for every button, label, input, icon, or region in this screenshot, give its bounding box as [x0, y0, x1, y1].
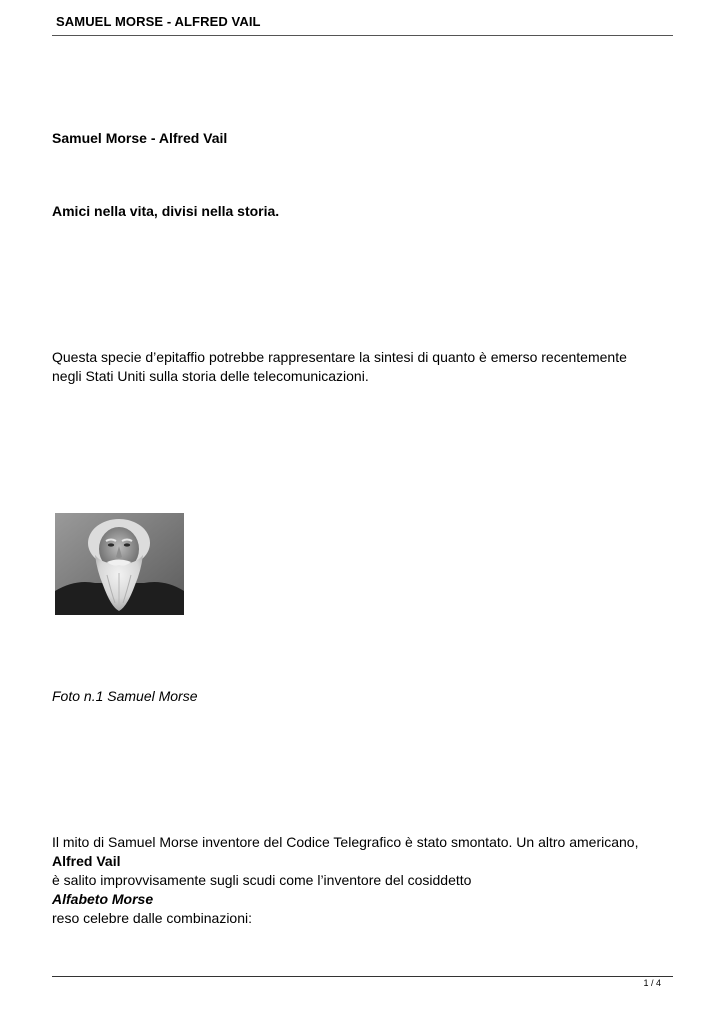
intro-line-2: negli Stati Uniti sulla storia delle telecomunicazioni.: [52, 368, 369, 384]
photo-caption: Foto n.1 Samuel Morse: [52, 688, 198, 704]
vail-line-1: Il mito di Samuel Morse inventore del Codice Telegrafico è stato smontato. Un altro americano,: [52, 834, 639, 850]
vail-line-3: è salito improvvisamente sugli scudi come l’inventore del cosiddetto: [52, 872, 472, 888]
vail-paragraph: [52, 833, 677, 928]
samuel-morse-photo: [55, 513, 184, 615]
page-number: 1 / 4: [643, 978, 661, 988]
intro-line-1: Questa specie d’epitaffio potrebbe rappresentare la sintesi di quanto è emerso recentemente: [52, 349, 627, 365]
alfabeto-morse-term: Alfabeto Morse: [52, 891, 154, 907]
vail-line-5: reso celebre dalle combinazioni:: [52, 910, 252, 926]
alfred-vail-name: Alfred Vail: [52, 853, 121, 869]
intro-paragraph: [52, 348, 677, 386]
article-subtitle: Amici nella vita, divisi nella storia.: [52, 203, 280, 219]
page-header-title: SAMUEL MORSE - ALFRED VAIL: [56, 14, 261, 29]
footer-divider: [52, 976, 673, 977]
article-title: Samuel Morse - Alfred Vail: [52, 130, 228, 146]
header-divider: [52, 35, 673, 36]
